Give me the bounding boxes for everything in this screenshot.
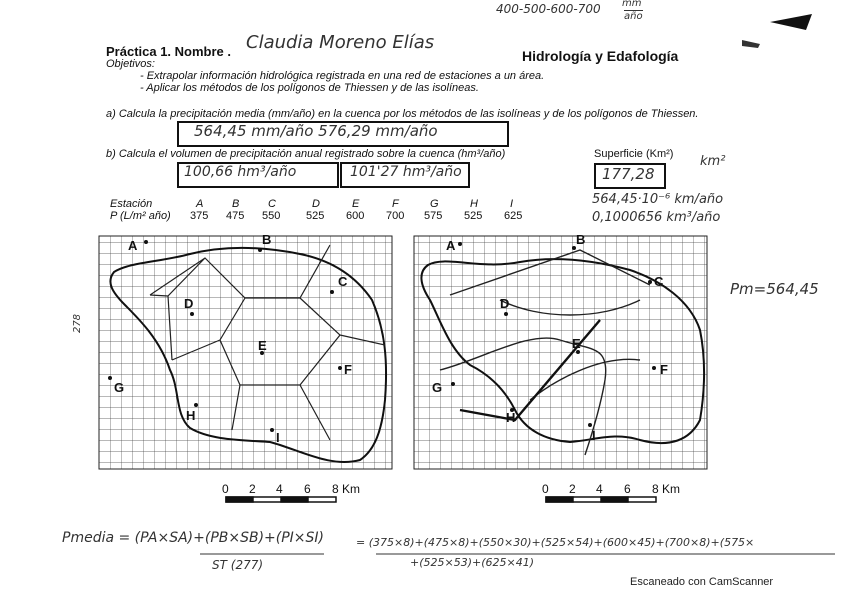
map-station-label: D (500, 296, 510, 311)
formula-right: = (375×8)+(475×8)+(550×30)+(525×54)+(600×45)+(700×8)+(575× (356, 536, 755, 549)
station-label: Estación (110, 198, 153, 210)
station-name: E (352, 198, 360, 210)
student-name: Claudia Moreno Elías (246, 32, 435, 53)
scale-tick-label: 8 Km (332, 482, 361, 496)
map-station-label: I (276, 430, 280, 445)
station-value: 475 (226, 210, 245, 222)
scale-tick-label: 2 (249, 482, 256, 496)
surface-calc-1: 564,45·10⁻⁶ km/año (592, 192, 724, 207)
map-station-label: E (572, 336, 581, 351)
map-station-label: E (258, 338, 267, 353)
scanner-footer: Escaneado con CamScanner (630, 576, 774, 588)
top-note-unit-den: año (624, 11, 643, 22)
station-value: 375 (190, 210, 209, 222)
scale-tick-label: 8 Km (652, 482, 681, 496)
station-name: D (312, 198, 320, 210)
precip-label: P (L/m² año) (110, 210, 171, 222)
formula-denominator: ST (277) (212, 558, 264, 572)
formula-right-2: +(525×53)+(625×41) (410, 556, 535, 569)
top-note: 400-500-600-700 (496, 2, 601, 16)
question-a: a) Calcula la precipitación media (mm/año) en la cuenca por los métodos de las isolíneas y de los polígonos de Thiessen. (106, 108, 699, 120)
map-station-label: G (114, 380, 125, 395)
station-value: 525 (306, 210, 325, 222)
map-station-label: B (262, 232, 272, 247)
surface-unit-note: km² (700, 154, 726, 169)
map-station-label: C (338, 274, 348, 289)
map-station-label: I (592, 428, 596, 443)
side-note: 278 (72, 313, 84, 334)
pm-note: Pm=564,45 (730, 280, 819, 298)
map-station-label: D (184, 296, 194, 311)
scale-tick-label: 4 (276, 482, 283, 496)
station-name: B (232, 198, 240, 210)
station-value: 575 (424, 210, 443, 222)
left-scale-bar (226, 497, 336, 502)
map-station-label: F (660, 362, 668, 377)
station-name: G (430, 198, 439, 210)
answer-a: 564,45 mm/año 576,29 mm/año (194, 122, 438, 140)
practice-label: Práctica 1. Nombre . (106, 44, 231, 59)
answer-b-2: 101'27 hm³/año (350, 164, 462, 180)
top-note-unit-num: mm (622, 0, 642, 9)
objectives-title: Objetivos: (106, 58, 155, 70)
scale-tick-label: 0 (542, 482, 549, 496)
station-name: F (392, 198, 399, 210)
map-station-label: A (446, 238, 456, 253)
map-station-label: B (576, 232, 586, 247)
surface-value: 177,28 (602, 165, 655, 183)
station-name: H (470, 198, 478, 210)
station-name: C (268, 198, 276, 210)
station-name: A (196, 198, 204, 210)
scale-tick-label: 6 (624, 482, 631, 496)
scale-tick-label: 6 (304, 482, 311, 496)
station-name: I (510, 198, 514, 210)
station-value: 600 (346, 210, 365, 222)
station-value: 625 (504, 210, 523, 222)
right-scale-bar (546, 497, 656, 502)
station-value: 550 (262, 210, 281, 222)
map-station-label: F (344, 362, 352, 377)
formula-left: Pmedia = (PA×SA)+(PB×SB)+(PI×SI) (62, 530, 325, 546)
map-station-label: C (654, 274, 664, 289)
course-title: Hidrología y Edafología (522, 48, 679, 64)
scale-tick-label: 0 (222, 482, 229, 496)
left-map-grid (99, 236, 392, 469)
map-station-label: A (128, 238, 138, 253)
objective-2: - Aplicar los métodos de los polígonos de Thiessen y de las isolíneas. (140, 82, 479, 94)
surface-calc-2: 0,1000656 km³/año (592, 210, 721, 225)
station-value: 700 (386, 210, 405, 222)
map-station-label: H (506, 410, 516, 425)
station-value: 525 (464, 210, 483, 222)
map-station-label: G (432, 380, 443, 395)
answer-b-1: 100,66 hm³/año (184, 164, 297, 180)
question-b: b) Calcula el volumen de precipitación anual registrado sobre la cuenca (hm³/año) (106, 148, 506, 160)
scale-tick-label: 2 (569, 482, 576, 496)
objective-1: - Extrapolar información hidrológica registrada en una red de estaciones a un área. (140, 70, 545, 82)
surface-label: Superficie (Km²) (594, 148, 674, 160)
scale-tick-label: 4 (596, 482, 603, 496)
map-station-label: H (186, 408, 196, 423)
